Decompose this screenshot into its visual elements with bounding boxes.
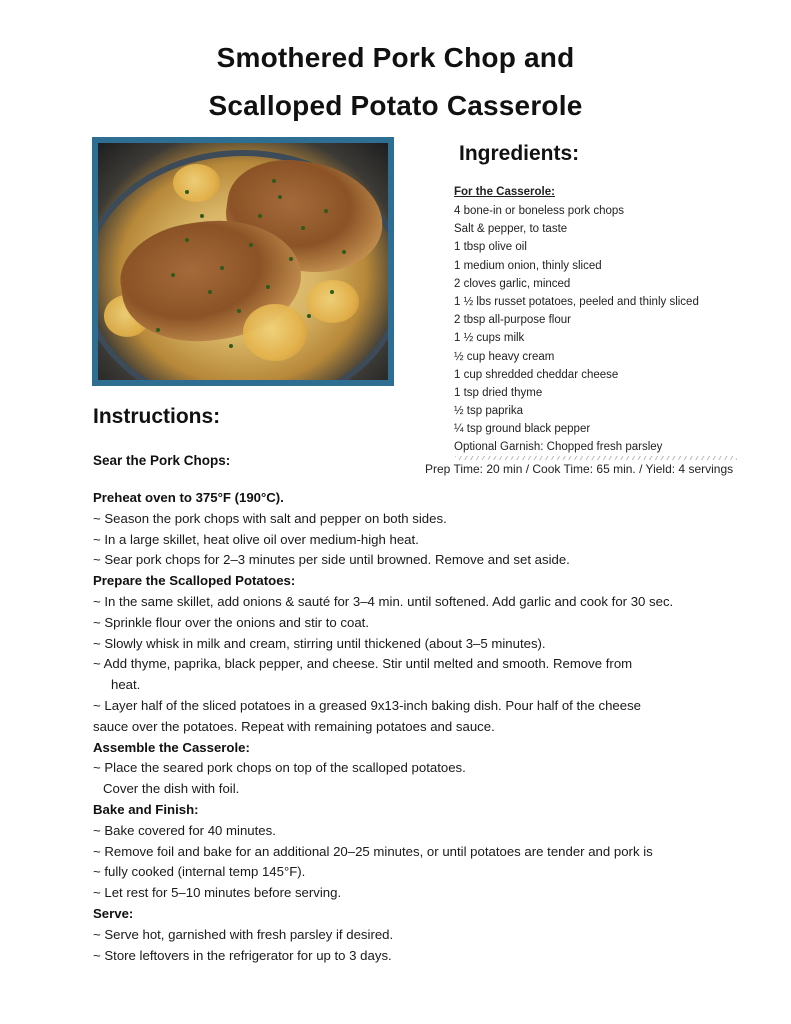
ingredients-list [454, 203, 699, 458]
ingredient-item: ½ cup heavy cream [454, 350, 555, 363]
ingredient-item: 1 cup shredded cheddar cheese [454, 368, 619, 381]
section-heading: Assemble the Casserole: [93, 739, 250, 755]
instruction-line: ~ Season the pork chops with salt and pepper on both sides. [93, 510, 447, 526]
parsley-fleck [200, 214, 204, 218]
ingredient-item: 2 cloves garlic, minced [454, 277, 571, 290]
potato-slice [173, 164, 219, 202]
section-heading: Prepare the Scalloped Potatoes: [93, 573, 296, 589]
ingredients-heading: Ingredients: [459, 142, 580, 165]
instruction-line: ~ In the same skillet, add onions & sauté for 3–4 min. until softened. Add garlic and cook for 30 sec. [93, 593, 674, 609]
section-heading: Preheat oven to 375°F (190°C). [93, 490, 284, 505]
instruction-line: ~ Serve hot, garnished with fresh parsley if desired. [93, 926, 394, 942]
parsley-fleck [278, 195, 282, 199]
ingredient-item: Optional Garnish: Chopped fresh parsley [454, 441, 663, 454]
instruction-line: ~ Bake covered for 40 minutes. [93, 822, 276, 838]
potato-slice [243, 304, 307, 361]
parsley-fleck [249, 243, 253, 247]
instruction-line: ~ Place the seared pork chops on top of the scalloped potatoes. [93, 760, 466, 776]
instruction-line: heat. [111, 677, 141, 693]
recipe-photo [92, 137, 394, 386]
ingredient-item: 1 ½ cups milk [454, 332, 525, 345]
recipe-title-line-2: Scalloped Potato Casserole [208, 90, 583, 121]
section-heading: Serve: [93, 905, 134, 921]
instruction-line: ~ Let rest for 5–10 minutes before serving. [93, 885, 342, 901]
parsley-fleck [258, 214, 262, 218]
dotted-divider [455, 456, 737, 460]
recipe-title-line-1: Smothered Pork Chop and [216, 42, 575, 73]
ingredient-item: Salt & pepper, to taste [454, 223, 568, 236]
parsley-fleck [272, 179, 276, 183]
parsley-fleck [171, 273, 175, 277]
parsley-fleck [156, 328, 160, 332]
parsley-fleck [185, 238, 189, 242]
casserole-image [98, 143, 388, 380]
ingredient-item: 1 tbsp olive oil [454, 241, 527, 254]
instruction-line: Cover the dish with foil. [103, 781, 240, 797]
ingredient-item: ½ tsp paprika [454, 405, 524, 418]
instruction-line: ~ Layer half of the sliced potatoes in a greased 9x13-inch baking dish. Pour half of the cheese [93, 697, 642, 713]
ingredients-subheading: For the Casserole: [454, 186, 555, 198]
instruction-line: ~ Sear pork chops for 2–3 minutes per side until browned. Remove and set aside. [93, 552, 570, 568]
parsley-fleck [342, 250, 346, 254]
instruction-line: sauce over the potatoes. Repeat with remaining potatoes and sauce. [93, 718, 495, 734]
ingredient-item: 1 medium onion, thinly sliced [454, 259, 602, 272]
instruction-line: ~ fully cooked (internal temp 145°F). [93, 864, 306, 880]
instruction-line: ~ In a large skillet, heat olive oil over medium-high heat. [93, 531, 419, 547]
instruction-line: ~ Slowly whisk in milk and cream, stirring until thickened (about 3–5 minutes). [93, 635, 546, 651]
instructions-heading: Instructions: [93, 405, 221, 428]
instruction-line: ~ Add thyme, paprika, black pepper, and cheese. Stir until melted and smooth. Remove from [93, 656, 633, 672]
parsley-fleck [307, 314, 311, 318]
instruction-line: ~ Remove foil and bake for an additional 20–25 minutes, or until potatoes are tender and pork is [93, 843, 653, 859]
section-heading-sear: Sear the Pork Chops: [93, 453, 231, 468]
ingredient-item: 1 tsp dried thyme [454, 386, 543, 399]
ingredient-item: 2 tbsp all-purpose flour [454, 314, 571, 327]
instruction-line: ~ Sprinkle flour over the onions and stir to coat. [93, 614, 369, 630]
section-heading: Bake and Finish: [93, 801, 199, 817]
parsley-fleck [301, 226, 305, 230]
potato-slice [307, 280, 359, 323]
parsley-fleck [330, 290, 334, 294]
ingredient-item: 1 ½ lbs russet potatoes, peeled and thinly sliced [454, 295, 699, 308]
instruction-line: ~ Store leftovers in the refrigerator for up to 3 days. [93, 947, 392, 963]
ingredient-item: 4 bone-in or boneless pork chops [454, 205, 625, 217]
prep-cook-yield: Prep Time: 20 min / Cook Time: 65 min. / Yield: 4 servings [425, 462, 734, 476]
ingredient-item: ¼ tsp ground black pepper [454, 423, 591, 436]
instruction-steps [93, 488, 753, 966]
